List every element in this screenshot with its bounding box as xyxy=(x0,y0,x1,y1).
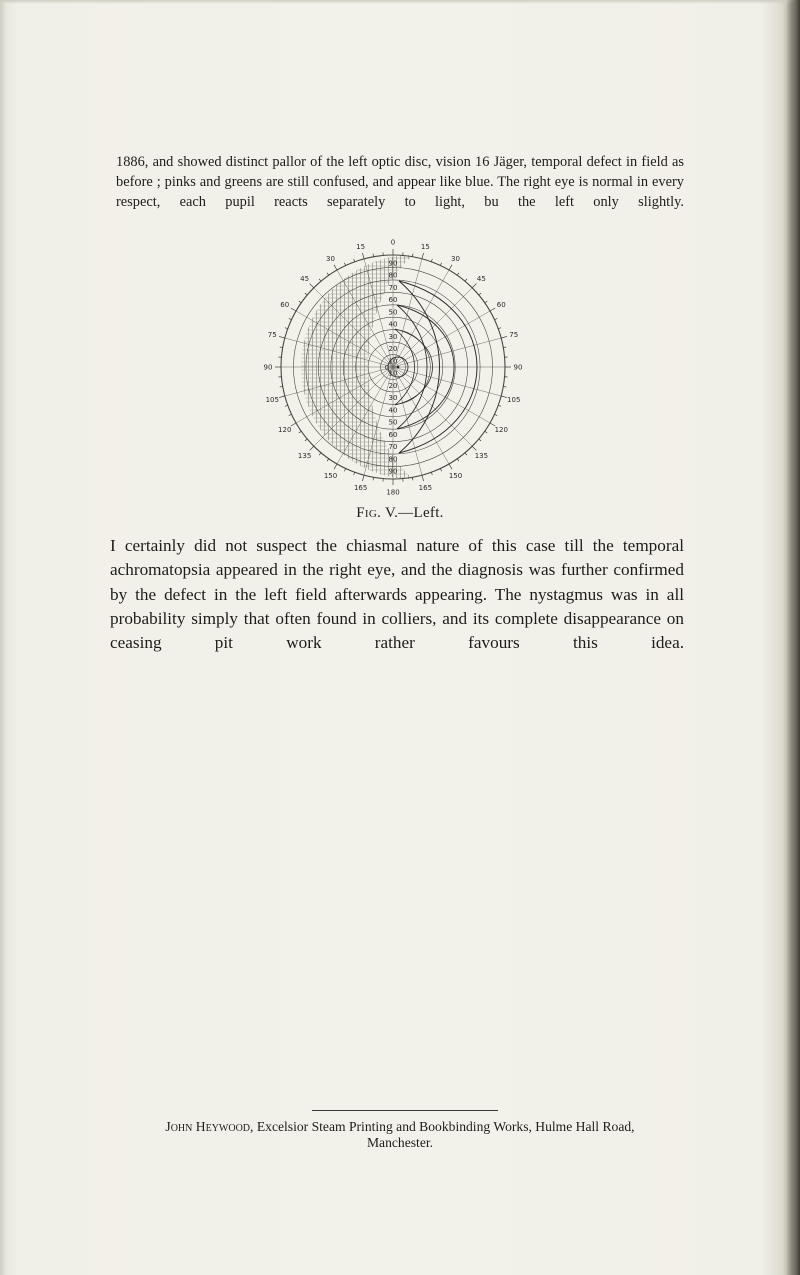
outer-degree-label: 150 xyxy=(448,471,463,480)
outer-degree-label: 75 xyxy=(509,331,519,340)
outer-tick xyxy=(431,259,432,262)
outer-tick xyxy=(457,459,459,461)
printer-name: John Heywood, xyxy=(165,1119,254,1134)
page-top-edge xyxy=(0,0,800,4)
outer-tick xyxy=(495,318,498,319)
outer-tick xyxy=(310,446,314,450)
outer-degree-label: 120 xyxy=(494,426,508,434)
outer-tick xyxy=(299,431,301,433)
page-left-edge xyxy=(0,0,6,1275)
meridian-line xyxy=(393,367,501,396)
outer-degree-label: 90 xyxy=(263,363,273,372)
printer-city: Manchester. xyxy=(366,1135,434,1150)
outer-tick xyxy=(457,273,459,275)
outer-tick xyxy=(279,396,285,398)
printer-imprint xyxy=(128,1119,672,1151)
perimeter-field-chart xyxy=(252,236,534,498)
outer-degree-label: 90 xyxy=(513,363,523,372)
outer-tick xyxy=(465,453,467,455)
outer-tick xyxy=(334,464,337,469)
outer-degree-label: 30 xyxy=(326,255,335,264)
meridian-degree-label: 70 xyxy=(388,443,398,452)
meridian-degree-label: 50 xyxy=(388,308,398,317)
outer-degree-label: 15 xyxy=(420,242,430,251)
meridian-degree-label: 90 xyxy=(388,467,398,476)
outer-tick xyxy=(327,273,329,275)
outer-tick xyxy=(498,405,501,406)
meridian-degree-label: 60 xyxy=(388,430,398,439)
outer-degree-label: 45 xyxy=(476,275,486,284)
outer-degree-label: 105 xyxy=(265,395,279,404)
outer-tick xyxy=(449,464,452,469)
outer-tick xyxy=(479,293,481,295)
outer-tick xyxy=(490,308,495,311)
outer-degree-label: 135 xyxy=(474,451,489,460)
meridian-degree-label: 40 xyxy=(388,406,398,415)
outer-degree-label: 60 xyxy=(496,301,506,309)
printer-address: Excelsior Steam Printing and Bookbinding Works, Hulme Hall Road, xyxy=(256,1119,635,1134)
outer-tick xyxy=(465,279,467,281)
outer-degree-label: 165 xyxy=(353,484,368,493)
outer-tick xyxy=(495,414,498,415)
outer-degree-label: 15 xyxy=(356,242,366,251)
outer-tick xyxy=(354,259,355,262)
outer-tick xyxy=(289,414,292,415)
outer-tick xyxy=(327,459,329,461)
outer-tick xyxy=(498,328,501,329)
outer-tick xyxy=(354,472,355,475)
outer-degree-label: 120 xyxy=(278,426,292,434)
figure-caption xyxy=(300,505,500,522)
outer-tick xyxy=(440,469,441,472)
outer-tick xyxy=(319,453,321,455)
meridian-degree-label: 60 xyxy=(388,296,398,305)
outer-tick xyxy=(485,301,487,303)
meridian-degree-label: 10 xyxy=(388,369,398,378)
outer-tick xyxy=(291,423,296,426)
meridian-degree-label: 80 xyxy=(388,271,398,280)
center-zero-label: 0 xyxy=(384,364,390,372)
outer-degree-label: 75 xyxy=(267,331,277,340)
outer-tick xyxy=(291,308,296,311)
meridian-degree-label: 30 xyxy=(388,394,398,403)
meridian-degree-label: 80 xyxy=(388,455,398,464)
outer-tick xyxy=(431,472,432,475)
outer-tick xyxy=(305,439,307,441)
outer-degree-label: 165 xyxy=(418,484,433,493)
meridian-degree-label: 50 xyxy=(388,418,398,427)
meridian-degree-label: 20 xyxy=(388,381,398,390)
outer-tick xyxy=(305,293,307,295)
meridian-degree-label: 40 xyxy=(388,320,398,329)
outer-degree-label: 0 xyxy=(390,238,396,247)
outer-tick xyxy=(362,475,364,481)
outer-degree-label: 135 xyxy=(297,451,312,460)
outer-tick xyxy=(279,336,285,338)
outer-tick xyxy=(472,284,476,288)
figure-caption-prefix: Fig. xyxy=(356,505,382,521)
outer-tick xyxy=(440,263,441,266)
outer-tick xyxy=(472,446,476,450)
page-binding-edge xyxy=(786,0,800,1275)
footer-divider xyxy=(312,1110,498,1111)
outer-tick xyxy=(319,279,321,281)
outer-tick xyxy=(310,284,314,288)
meridian-degree-label: 30 xyxy=(388,332,398,341)
outer-degree-label: 30 xyxy=(451,255,460,264)
meridian-degree-label: 70 xyxy=(388,283,398,292)
outer-tick xyxy=(422,475,424,481)
meridian-degree-label: 20 xyxy=(388,345,398,354)
outer-degree-label: 60 xyxy=(280,301,290,309)
outer-tick xyxy=(285,328,288,329)
visual-field-diagram xyxy=(252,236,534,498)
outer-tick xyxy=(479,439,481,441)
body-paragraph-case-report: 1886, and showed distinct pallor of the left optic disc, vision 16 Jäger, temporal defect in field as before ; pinks and greens are still confused, and appear like blue. The right eye is normal in every respect, each pupil reacts separately to light, bu the left only slightly. xyxy=(116,154,684,210)
outer-degree-label: 180 xyxy=(386,488,400,497)
outer-tick xyxy=(344,469,345,472)
outer-tick xyxy=(285,405,288,406)
outer-tick xyxy=(422,253,424,259)
outer-degree-label: 45 xyxy=(300,275,310,284)
outer-tick xyxy=(344,263,345,266)
outer-tick xyxy=(485,431,487,433)
meridian-degree-label: 10 xyxy=(388,357,398,366)
outer-degree-label: 105 xyxy=(507,395,521,404)
meridian-line xyxy=(393,338,501,367)
fixation-point xyxy=(397,366,400,369)
outer-tick xyxy=(334,265,337,270)
meridian-degree-label: 90 xyxy=(388,259,398,268)
outer-degree-label: 150 xyxy=(323,471,338,480)
body-paragraph-discussion: I certainly did not suspect the chiasmal nature of this case till the temporal achromatopsia appeared in the right eye, and the diagnosis was further confirmed by the defect in the left field afterwards appearing. The nystagmus was in all probability simply that often found in colliers, and its complete disappearance on ceasing pit work rather favours this idea. xyxy=(110,536,684,653)
outer-tick xyxy=(449,265,452,270)
outer-tick xyxy=(299,301,301,303)
outer-tick xyxy=(362,253,364,259)
figure-caption-text: V.—Left. xyxy=(384,505,444,521)
outer-tick xyxy=(501,336,507,338)
outer-tick xyxy=(289,318,292,319)
